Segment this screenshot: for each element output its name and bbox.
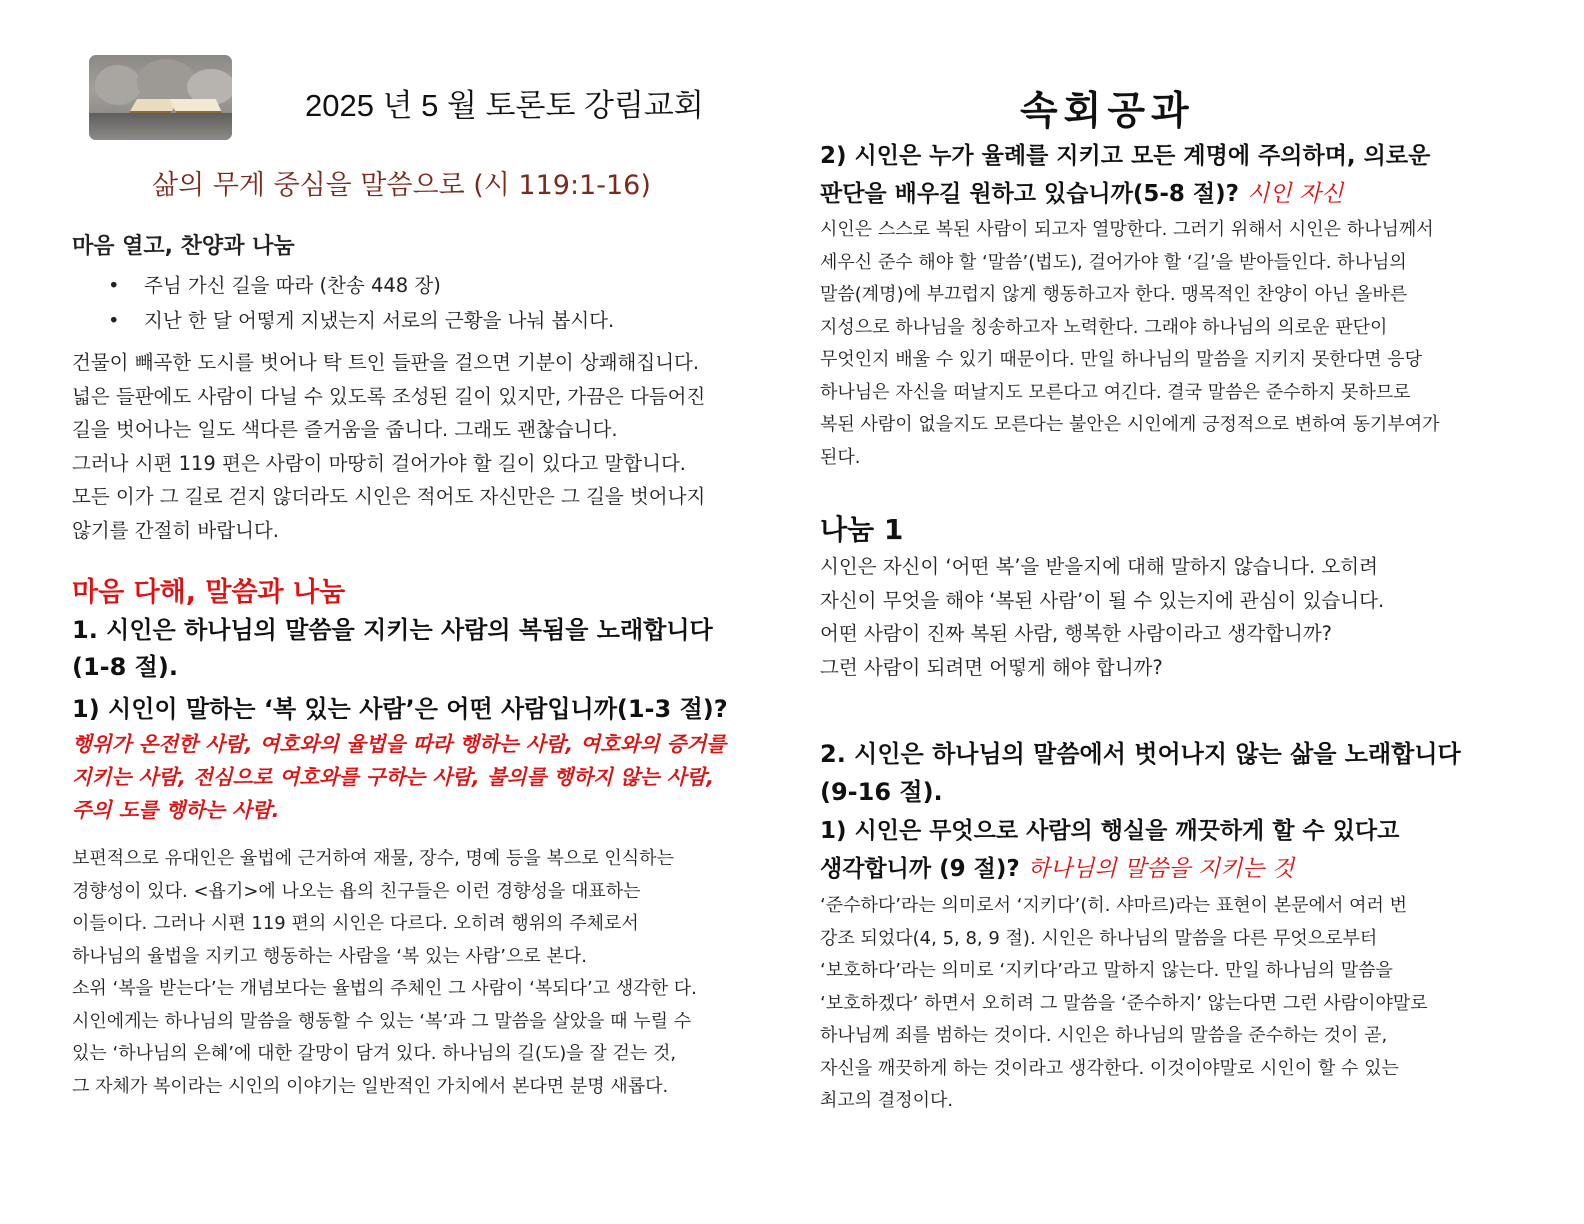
opening-heading: 마음 열고, 찬양과 나눔 xyxy=(72,234,295,259)
opening-bullets xyxy=(108,268,614,338)
question-1: 1) 시인이 말하는 ‘복 있는 사람’은 어떤 사람입니까(1-3 절)? xyxy=(72,695,728,723)
bullet-item: • 지난 한 달 어떻게 지냈는지 서로의 근황을 나눠 봅시다. xyxy=(108,303,614,338)
share1-text: 시인은 자신이 ‘어떤 복’을 받을지에 대해 말하지 않습니다. 오히려 자신이 무엇을 해야 ‘복된 사람’이 될 수 있는지에 관심이 있습니다. 어떤 사람이 진짜 복된 사람, 행복한 사람이라고 생각합니까? 그런 사람이 되려면 어떻게 해야 합니까? xyxy=(820,555,1385,679)
bullet-item: • 주님 가신 길을 따라 (찬송 448 장) xyxy=(108,268,614,303)
question-3-text: 1) 시인은 무엇으로 사람의 행실을 깨끗하게 할 수 있다고 생각합니까 (9 절)? xyxy=(820,818,1400,882)
share1-heading: 나눔 1 xyxy=(820,513,904,546)
question-1-explanation: 보편적으로 유대인은 율법에 근거하여 재물, 장수, 명예 등을 복으로 인식하는 경향성이 있다. <욥기>에 나오는 욥의 친구들은 이런 경향성을 대표하는 이들이다. 그러나 시편 119 편의 시인은 다르다. 오히려 행위의 주체로서 하나님의 율법을 지키고 행동하는 사람을 ‘복 있는 사람’으로 본다. 소위 ‘복을 받는다’는 개념보다는 율법의 주체인 그 사람이 ‘복되다’고 생각한 다. 시인에게는 하나님의 말씀을 행동할 수 있는 ‘복’과 그 말씀을 살았을 때 누릴 수 있는 ‘하나님의 은혜’에 대한 갈망이 담겨 있다. 하나님의 길(도)을 잘 걷는 것, 그 자체가 복이라는 시인의 이야기는 일반적인 가치에서 본다면 분명 새롭다. xyxy=(72,848,697,1097)
point1-line2: (1-8 절). xyxy=(72,653,178,681)
point2-line2: (9-16 절). xyxy=(820,778,943,806)
question-2-answer: 시인 자신 xyxy=(1247,181,1344,207)
question-2-text: 2) 시인은 누가 율례를 지키고 모든 계명에 주의하며, 의로운 판단을 배우길 원하고 있습니까(5-8 절)? xyxy=(820,143,1431,207)
church-title: 2025 년 5 월 토론토 강림교회 xyxy=(305,88,704,123)
question-3-explanation: ‘준수하다’라는 의미로서 ‘지키다’(히. 샤마르)라는 표현이 본문에서 여러 번 강조 되었다(4, 5, 8, 9 절). 시인은 하나님의 말씀을 다른 무엇으로부터 ‘보호하다’라는 의미로 ‘지키다’라고 말하지 않는다. 만일 하나님의 말씀을 ‘보호하겠다’ 하면서 오히려 그 말씀을 ‘준수하지’ 않는다면 그런 사람이야말로 하나님께 죄를 범하는 것이다. 시인은 하나님의 말씀을 준수하는 것이 곧, 자신을 깨끗하게 하는 것이라고 생각한다. 이것이야말로 시인이 할 수 있는 최고의 결정이다. xyxy=(820,895,1428,1111)
sermon-title: 삶의 무게 중심을 말씀으로 (시 119:1-16) xyxy=(152,170,651,201)
point2-line1: 2. 시인은 하나님의 말씀에서 벗어나지 않는 삶을 노래합니다 xyxy=(820,740,1461,768)
bullet-text: 주님 가신 길을 따라 (찬송 448 장) xyxy=(144,274,441,297)
question-2 xyxy=(820,137,1510,213)
question-2-explanation: 시인은 스스로 복된 사람이 되고자 열망한다. 그러기 위해서 시인은 하나님께서 세우신 준수 해야 할 ‘말씀’(법도), 걸어가야 할 ‘길’을 받아들인다. 하나님의 말씀(계명)에 부끄럽지 않게 행동하고자 한다. 맹목적인 찬양이 아닌 올바른 지성으로 하나님을 칭송하고자 노력한다. 그래야 하나님의 의로운 판단이 무엇인지 배울 수 있기 때문이다. 만일 하나님의 말씀을 지키지 못한다면 응당 하나님은 자신을 떠날지도 모른다고 여긴다. 결국 말씀은 준수하지 못하므로 복된 사람이 없을지도 모른다는 불안은 시인에게 긍정적으로 변하여 동기부여가 된다. xyxy=(820,219,1440,468)
question-1-answer: 행위가 온전한 사람, 여호와의 율법을 따라 행하는 사람, 여호와의 증거를 지키는 사람, 전심으로 여호와를 구하는 사람, 불의를 행하지 않는 사람, 주의 도를 행하는 사람. xyxy=(72,732,727,822)
point1-line1: 1. 시인은 하나님의 말씀을 지키는 사람의 복됨을 노래합니다 xyxy=(72,616,713,644)
question-3 xyxy=(820,812,1510,888)
bullet-text: 지난 한 달 어떻게 지냈는지 서로의 근황을 나눠 봅시다. xyxy=(144,309,615,332)
intro-paragraph: 건물이 빼곡한 도시를 벗어나 탁 트인 들판을 걸으면 기분이 상쾌해집니다. 넓은 들판에도 사람이 다닐 수 있도록 조성된 길이 있지만, 가끔은 다듬어진 길을 벗어나는 일도 색다른 즐거움을 줍니다. 그래도 괜찮습니다. 그러나 시편 119 편은 사람이 마땅히 걸어가야 할 길이 있다고 말합니다. 모든 이가 그 길로 걷지 않더라도 시인은 적어도 자신만은 그 길을 벗어나지 않기를 간절히 바랍니다. xyxy=(72,351,706,542)
question-3-answer: 하나님의 말씀을 지키는 것 xyxy=(1027,856,1295,882)
class-title: 속회공과 xyxy=(1020,88,1195,134)
open-bible-image xyxy=(89,55,232,140)
word-heading: 마음 다해, 말씀과 나눔 xyxy=(72,577,346,608)
point1-heading xyxy=(72,612,752,686)
point2-heading xyxy=(820,735,1520,811)
